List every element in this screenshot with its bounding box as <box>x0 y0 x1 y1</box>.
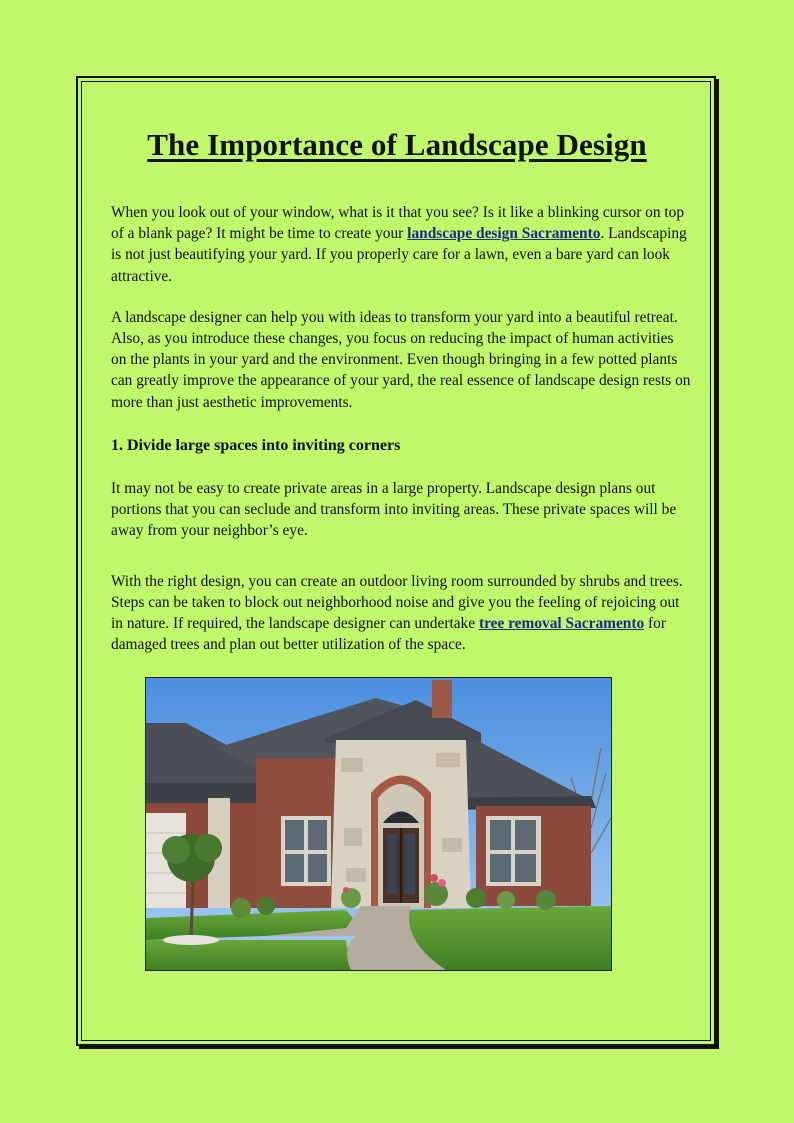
paragraph-private-areas: It may not be easy to create private areas in a large property. Landscape design plans out portions that you can seclude and transform into inviting areas. These private spaces will be away from your neighbor’s eye. <box>111 480 677 540</box>
paragraph-intro-text-1: When you look out of your window, what is it that you see? Is it like a blinking cursor on top of a blank page? It might be time to create your <box>111 204 685 243</box>
house-photo <box>145 677 612 971</box>
page-title: The Importance of Landscape Design <box>147 127 647 162</box>
paragraph-intro <box>111 202 691 287</box>
paragraph-intro-text-2: . Landscaping is not just beautifying your yard. If you properly care for a lawn, even a bare yard can look attractive. <box>111 225 687 285</box>
paragraph-outdoor-room <box>111 571 691 656</box>
paragraph-outdoor-room-text-2: for damaged trees and plan out better utilization of the space. <box>111 615 666 654</box>
paragraph-outdoor-room-text-1: With the right design, you can create an outdoor living room surrounded by shrubs and trees. Steps can be taken to block out neighborhood noise and give you the feeling of rejoicing out in nature. If required, the landscape designer can undertake <box>111 572 683 633</box>
article-body <box>111 202 691 655</box>
section-heading: 1. Divide large spaces into inviting corners <box>111 436 401 454</box>
landscape-design-link[interactable]: landscape design Sacramento <box>407 225 601 243</box>
tree-removal-link[interactable]: tree removal Sacramento <box>478 615 645 633</box>
paragraph-designer: A landscape designer can help you with ideas to transform your yard into a beautiful retreat. Also, as you introduce these changes, you focus on reducing the impact of human activities on the plants in your yard and the environment. Even though bringing in a few potted plants can greatly improve the appearance of your yard, the real essence of landscape design rests on more than just aesthetic improvements. <box>111 308 691 411</box>
